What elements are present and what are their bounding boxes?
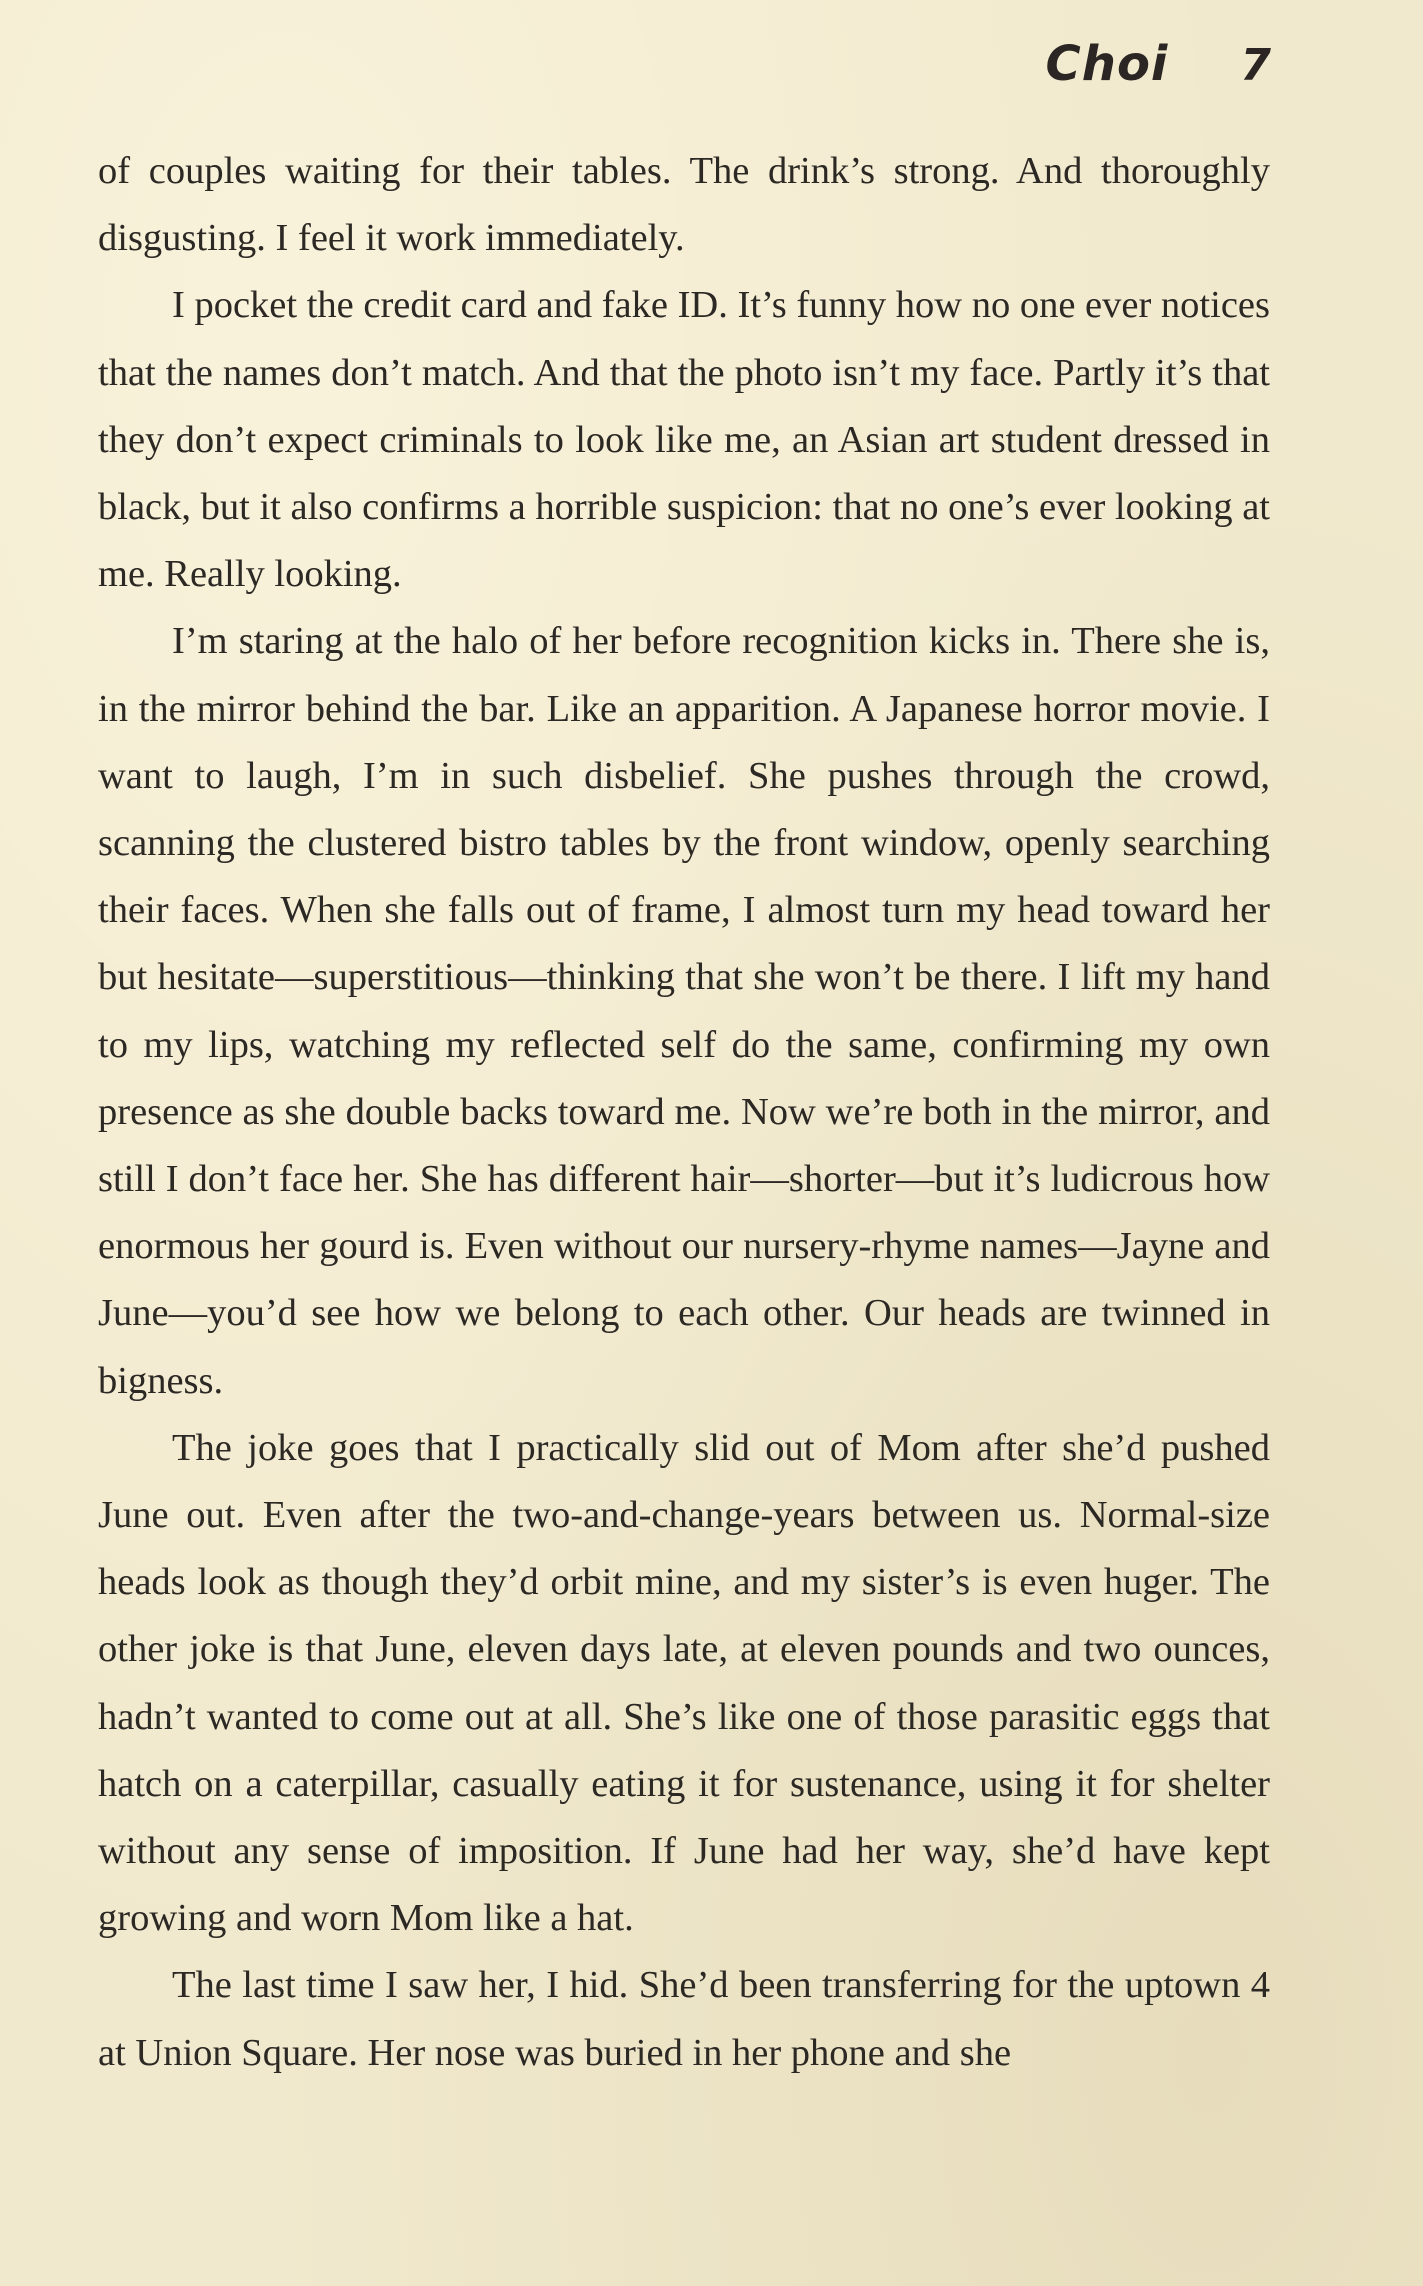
paragraph-1: of couples waiting for their tables. The drink’s strong. And thoroughly disgusting. I feel it work immediately. xyxy=(98,150,1270,260)
author-name: Choi xyxy=(1045,36,1169,92)
paragraph-4: The joke goes that I practically slid out of Mom after she’d pushed June out. Even after the two-and-change-years between us. Normal-size heads look as though they’d orbit mine, and my sister’s is even huger. The other joke is that June, eleven days late, at eleven pounds and two ounces, hadn’t wanted to come out at all. She’s like one of those parasitic eggs that hatch on a caterpillar, casually eating it for sustenance, using it for shelter without any sense of imposition. If June had her way, she’d have kept growing and worn Mom like a hat. xyxy=(98,1426,1270,1940)
body-text xyxy=(98,138,1270,2087)
paragraph-2: I pocket the credit card and fake ID. It’s funny how no one ever notices that the names don’t match. And that the photo isn’t my face. Partly it’s that they don’t expect criminals to look like me, an Asian art student dressed in black, but it also confirms a horrible suspicion: that no one’s ever looking at me. Really looking. xyxy=(98,284,1270,596)
paragraph-5: The last time I saw her, I hid. She’d been transferring for the uptown 4 at Union Square. Her nose was buried in her phone and she xyxy=(98,1964,1270,2074)
running-head xyxy=(1046,36,1271,92)
paragraph-3: I’m staring at the halo of her before recognition kicks in. There she is, in the mirror behind the bar. Like an apparition. A Japanese horror movie. I want to laugh, I’m in such disbelief. She pushes through the crowd, scanning the clustered bistro tables by the front window, openly searching their faces. When she falls out of frame, I almost turn my head toward her but hesitate—superstitious—thinking that she won’t be there. I lift my hand to my lips, watching my reflected self do the same, confirming my own presence as she double backs toward me. Now we’re both in the mirror, and still I don’t face her. She has different hair—shorter—but it’s ludicrous how enormous her gourd is. Even without our nursery-rhyme names—Jayne and June—you’d see how we belong to each other. Our heads are twinned in bigness. xyxy=(98,620,1270,1402)
page-number: 7 xyxy=(1240,40,1271,91)
